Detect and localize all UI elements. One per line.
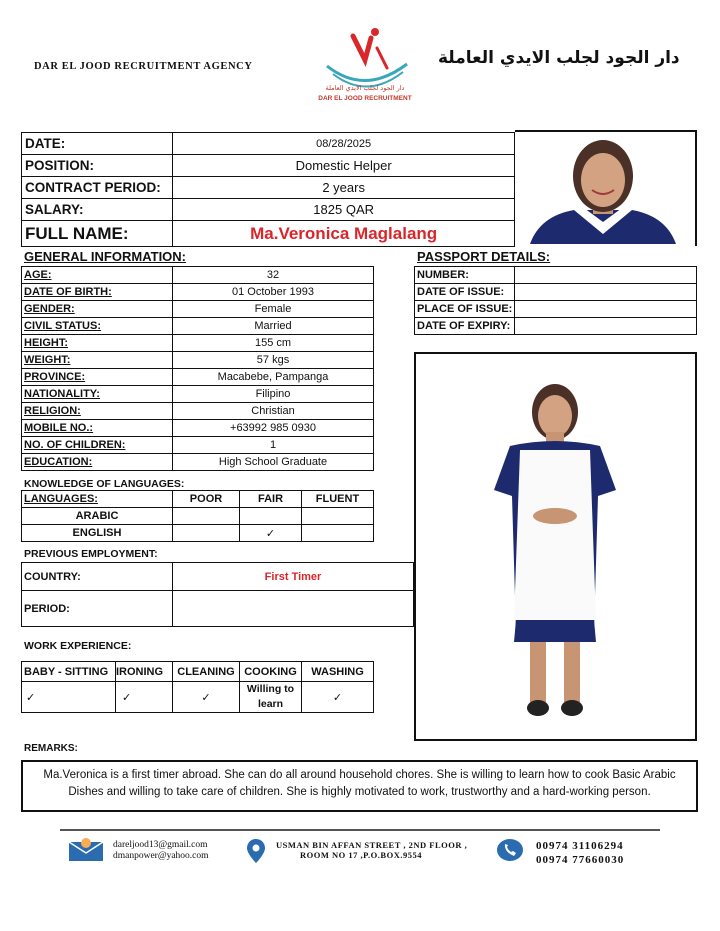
employment-table [21,562,414,627]
languages-header: LANGUAGES: [22,491,173,508]
phone-icon [496,838,524,862]
cleaning-header: CLEANING [173,662,240,682]
children-label: NO. OF CHILDREN: [22,437,173,454]
civil-status-value: Married [173,318,374,335]
washing-header: WASHING [302,662,374,682]
country-value: First Timer [173,563,414,591]
contract-value: 2 years [173,177,515,199]
address-line2: ROOM NO 17 ,P.O.BOX.9554 [300,850,422,860]
footer-divider [60,829,660,831]
table-row [22,352,374,369]
poor-header: POOR [173,491,240,508]
languages-table [21,490,374,542]
languages-title: KNOWLEDGE OF LANGUAGES: [24,478,185,490]
table-row [22,403,374,420]
remarks-text: Ma.Veronica is a first timer abroad. She can do all around household chores. She is willing to learn how to cook Basic Arabic Dishes and willing to take care of children. She is highly motivated to work, trustworthy and a hard-working person. [21,760,698,812]
table-row [22,335,374,352]
height-label: HEIGHT: [22,335,173,352]
age-label: AGE: [22,267,173,284]
table-row [22,420,374,437]
position-value: Domestic Helper [173,155,515,177]
table-row [415,267,697,284]
fair-header: FAIR [240,491,302,508]
dob-value: 01 October 1993 [173,284,374,301]
issue-date-label: DATE OF ISSUE: [415,284,515,301]
table-row [415,318,697,335]
fluent-header: FLUENT [302,491,374,508]
table-row [22,682,374,713]
passport-table [414,266,697,335]
fullname-value: Ma.Veronica Maglalang [173,221,515,247]
period-label: PERIOD: [22,591,173,627]
weight-label: WEIGHT: [22,352,173,369]
remarks-title: REMARKS: [24,743,78,754]
height-value: 155 cm [173,335,374,352]
expiry-date-value [515,318,697,335]
general-info-title: GENERAL INFORMATION: [24,249,187,264]
table-row [22,267,374,284]
education-label: EDUCATION: [22,454,173,471]
weight-value: 57 kgs [173,352,374,369]
english-fair: ✓ [240,525,302,542]
dob-label: DATE OF BIRTH: [22,284,173,301]
religion-value: Christian [173,403,374,420]
email-secondary: dmanpower@yahoo.com [113,851,209,861]
salary-value: 1825 QAR [173,199,515,221]
employment-title: PREVIOUS EMPLOYMENT: [24,548,158,560]
nationality-label: NATIONALITY: [22,386,173,403]
position-label: POSITION: [22,155,173,177]
logo-arabic-caption: دار الجود لجلب الايدي العاملة [325,84,405,92]
table-row [22,508,374,525]
fullname-label: FULL NAME: [22,221,173,247]
table-row [22,386,374,403]
cooking-value: Willing to learn [240,682,302,713]
province-label: PROVINCE: [22,369,173,386]
mobile-value: +63992 985 0930 [173,420,374,437]
table-row [22,563,414,591]
location-pin-icon [246,838,266,864]
portrait-photo [530,138,676,244]
address-line1: USMAN BIN AFFAN STREET , 2ND FLOOR , [276,840,468,850]
logo-english-caption: DAR EL JOOD RECRUITMENT [318,95,412,102]
babysitting-header: BABY - SITTING [22,662,116,682]
ironing-value: ✓ [116,682,173,713]
general-info-table [21,266,374,471]
country-label: COUNTRY: [22,563,173,591]
english-poor [173,525,240,542]
passport-number-value [515,267,697,284]
arabic-poor [173,508,240,525]
table-row [22,301,374,318]
children-value: 1 [173,437,374,454]
table-row [22,369,374,386]
work-experience-table [21,661,374,713]
date-value: 08/28/2025 [173,133,515,155]
table-row [22,662,374,682]
table-row [415,301,697,318]
email-icon [68,838,104,862]
full-body-photo [470,380,640,725]
expiry-date-label: DATE OF EXPIRY: [415,318,515,335]
email-primary: dareljood13@gmail.com [113,840,208,850]
summary-table [21,132,515,247]
mobile-label: MOBILE NO.: [22,420,173,437]
table-row [22,454,374,471]
table-row [415,284,697,301]
civil-status-label: CIVIL STATUS: [22,318,173,335]
agency-name: DAR EL JOOD RECRUITMENT AGENCY [34,61,253,72]
date-label: DATE: [22,133,173,155]
phone-secondary: 00974 77660030 [536,854,625,866]
period-value [173,591,414,627]
passport-title: PASSPORT DETAILS: [417,249,551,264]
issue-place-value [515,301,697,318]
issue-place-label: PLACE OF ISSUE: [415,301,515,318]
gender-label: GENDER: [22,301,173,318]
language-english: ENGLISH [22,525,173,542]
cleaning-value: ✓ [173,682,240,713]
table-row [22,284,374,301]
gender-value: Female [173,301,374,318]
religion-label: RELIGION: [22,403,173,420]
education-value: High School Graduate [173,454,374,471]
babysitting-value: ✓ [22,682,116,713]
phone-primary: 00974 31106294 [536,840,624,852]
agency-name-arabic: دار الجود لجلب الايدي العاملة [438,48,680,68]
table-row [22,525,374,542]
salary-label: SALARY: [22,199,173,221]
contract-label: CONTRACT PERIOD: [22,177,173,199]
language-arabic: ARABIC [22,508,173,525]
age-value: 32 [173,267,374,284]
table-row [22,437,374,454]
passport-number-label: NUMBER: [415,267,515,284]
ironing-header: IRONING [116,662,173,682]
table-row [22,591,414,627]
work-title: WORK EXPERIENCE: [24,640,132,652]
arabic-fair [240,508,302,525]
table-row [22,491,374,508]
washing-value: ✓ [302,682,374,713]
english-fluent [302,525,374,542]
issue-date-value [515,284,697,301]
nationality-value: Filipino [173,386,374,403]
table-row [22,318,374,335]
arabic-fluent [302,508,374,525]
cooking-header: COOKING [240,662,302,682]
province-value: Macabebe, Pampanga [173,369,374,386]
